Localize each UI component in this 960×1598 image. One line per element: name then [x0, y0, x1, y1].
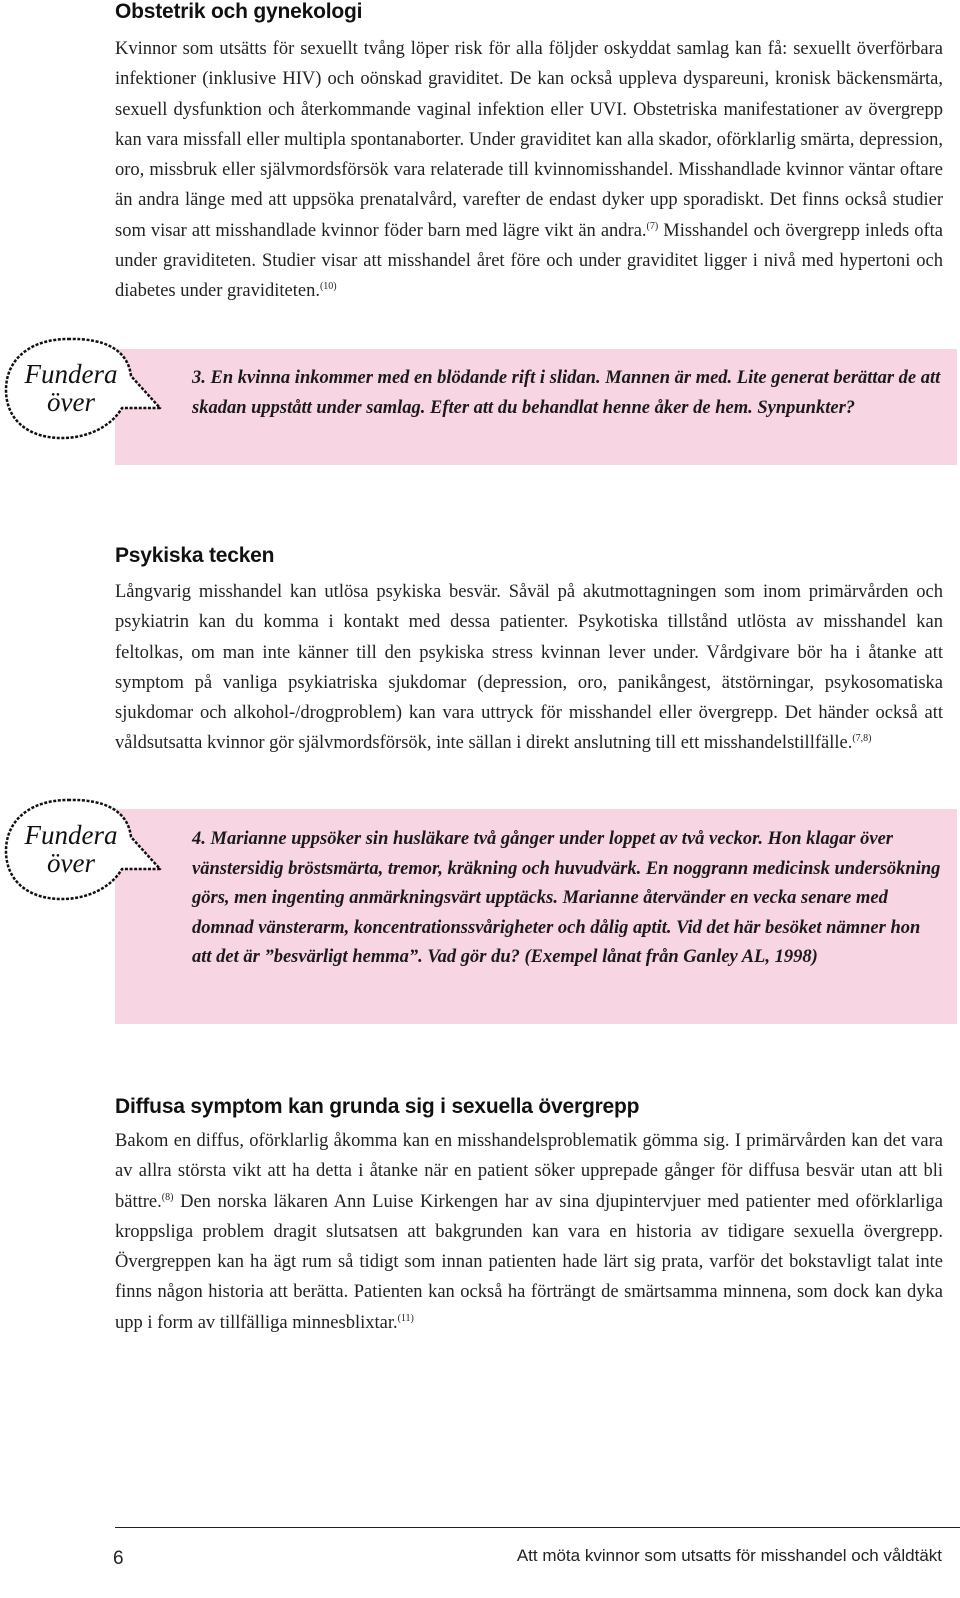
reference-marker: (10)	[319, 281, 337, 293]
reference-marker: (8)	[161, 1191, 174, 1203]
section-body-psychological	[115, 577, 943, 759]
reference-marker: (7,8)	[852, 733, 872, 745]
bubble-label: Fundera över	[24, 820, 118, 878]
page-number: 6	[113, 1548, 124, 1569]
reference-marker: (11)	[397, 1312, 414, 1324]
section-body-diffuse-symptoms	[115, 1126, 943, 1338]
body-text: Kvinnor som utsätts för sexuellt tvång löper risk för alla följder oskyddat samlag kan få: sexuellt överförbara infektioner (inklusive HIV) och oönskad graviditet. De kan också uppleva dyspareuni, kronisk bäckensmärta, sexuell dysfunktion och återkommande vaginal infektion eller UVI. Obstetriska manifestationer av övergrepp kan vara missfall eller multipla spontanaborter. Under graviditet kan alla skador, oförklarlig smärta, depression, oro, missbruk eller självmordsförsök vara relaterade till kvinnomisshandel. Misshandlade kvinnor väntar oftare än andra länge med att uppsöka prenatalvård, varefter de endast dyker upp sporadiskt. Det finns också studier som visar att misshandlade kvinnor föder barn med lägre vikt än andra.	[115, 39, 943, 241]
reflection-question-3: 3. En kvinna inkommer med en blödande rift i slidan. Mannen är med. Lite generat berättar de att skadan uppstått under samlag. Efter att du behandlat henne åker de hem. Synpunkter?	[192, 368, 941, 418]
bubble-label: Fundera över	[24, 359, 118, 417]
body-text: Misshandel och övergrepp inleds ofta under graviditeten. Studier visar att misshandel året före och under graviditet ligger i nivå med hypertoni och diabetes under graviditeten.	[115, 220, 943, 302]
reflection-question-4: 4. Marianne uppsöker sin husläkare två gånger under loppet av två veckor. Hon klagar över vänstersidig bröstsmärta, tremor, kräkning och huvudvärk. En noggrann medicinsk undersökning görs, men ingenting anmärkningsvärt upptäcks. Marianne återvänder en vecka senare med domnad vänsterarm, koncentrationssvårigheter och dålig aptit. Vid det här besöket nämner hon att det är ”besvärligt hemma”. Vad gör du? (Exempel lånat från Ganley AL, 1998)	[192, 829, 941, 968]
speech-bubble-icon	[0, 334, 170, 454]
speech-bubble-icon	[0, 795, 170, 915]
reference-marker: (7)	[646, 220, 659, 232]
section-heading-psychological: Psykiska tecken	[115, 544, 275, 567]
section-heading-obstetrics: Obstetrik och gynekologi	[115, 0, 363, 23]
body-text: Den norska läkaren Ann Luise Kirkengen har av sina djupintervjuer med patienter med oförklarliga kroppsliga problem dragit slutsatsen att bakgrunden kan vara en historia av tidigare sexuella övergrepp. Övergreppen kan ha ägt rum så tidigt som innan patienten hade lärt sig prata, varför det bokstavligt talat inte finns någon historia att berätta. Patienten kan också ha förträngt de smärtsamma minnena, som dock kan dyka upp i form av tillfälliga minnesblixtar.	[115, 1191, 943, 1333]
body-text: Långvarig misshandel kan utlösa psykiska besvär. Såväl på akutmottagningen som inom primärvården och psykiatrin kan du komma i kontakt med dessa patienter. Psykotiska tillstånd utlösta av misshandel kan feltolkas, om man inte känner till den psykiska stress kvinnan lever under. Vårdgivare bör ha i åtanke att symptom på vanliga psykiatriska sjukdomar (depression, oro, panikångest, ätstörningar, psykosomatiska sjukdomar och alkohol-/drogproblem) kan vara uttryck för misshandel eller övergrepp. Det händer också att våldsutsatta kvinnor gör självmordsförsök, inte sällan i direkt anslutning till ett misshandelstillfälle.	[115, 582, 943, 754]
body-text: Bakom en diffus, oförklarlig åkomma kan en misshandelsproblematik gömma sig. I primärvården kan det vara av allra största vikt att ha detta i åtanke när en patient söker upprepade gånger för diffusa besvär utan att bli bättre.	[115, 1131, 943, 1212]
footer-divider	[115, 1527, 960, 1528]
footer-document-title: Att möta kvinnor som utsatts för misshandel och våldtäkt	[516, 1546, 942, 1565]
section-body-obstetrics	[115, 34, 943, 307]
section-heading-diffuse-symptoms: Diffusa symptom kan grunda sig i sexuella övergrepp	[115, 1095, 640, 1118]
